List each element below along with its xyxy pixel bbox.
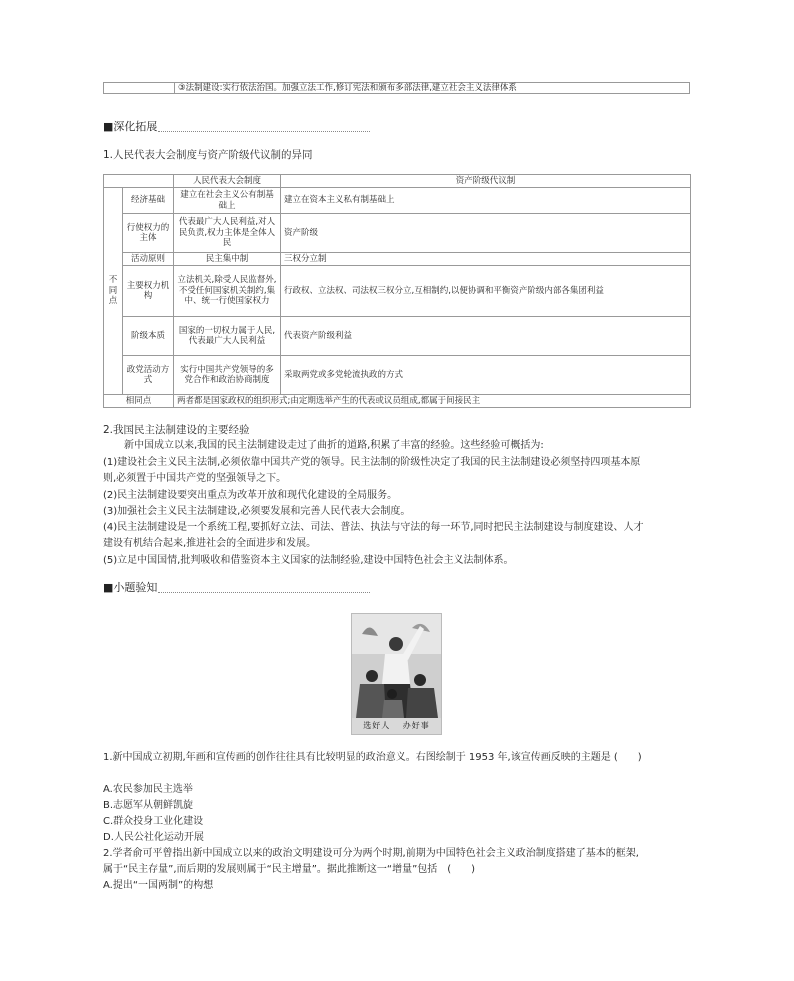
poster-caption: 选好人 办好事 xyxy=(363,721,430,730)
comparison-table xyxy=(103,174,691,408)
q2-option-a: A.提出“一国两制”的构想 xyxy=(103,880,214,891)
row-bourgeois: 行政权、立法权、司法权三权分立,互相制约,以便协调和平衡资产阶级内部各集团利益 xyxy=(281,266,691,317)
item2-intro: 新中国成立以来,我国的民主法制建设走过了曲折的道路,积累了丰富的经验。这些经验可概括为: xyxy=(124,440,544,451)
header-npc: 人民代表大会制度 xyxy=(174,175,281,188)
item2-title: 2.我国民主法制建设的主要经验 xyxy=(103,424,250,436)
section-title: ■深化拓展 xyxy=(103,120,158,133)
row-npc: 实行中国共产党领导的多党合作和政治协商制度 xyxy=(174,356,281,395)
row-label: 活动原则 xyxy=(123,253,174,266)
row-bourgeois: 三权分立制 xyxy=(281,253,691,266)
section-title: ■小题验知 xyxy=(103,581,158,594)
item2-point1-line1: (1)建设社会主义民主法制,必须依靠中国共产党的领导。民主法制的阶级性决定了我国的民主法制建设必须坚持四项基本原 xyxy=(103,457,641,468)
propaganda-poster-image xyxy=(351,613,442,735)
item1-title: 1.人民代表大会制度与资产阶级代议制的异同 xyxy=(103,149,313,161)
table-row xyxy=(104,356,691,395)
q1-stem: 1.新中国成立初期,年画和宣传画的创作往往具有比较明显的政治意义。右图绘制于 1953 年,该宣传画反映的主题是 ( ) xyxy=(103,752,642,763)
table-row xyxy=(104,253,691,266)
q1-option-d: D.人民公社化运动开展 xyxy=(103,832,204,843)
dotted-leader xyxy=(158,123,370,132)
row-npc: 国家的一切权力属于人民,代表最广大人民利益 xyxy=(174,317,281,356)
table-row-common xyxy=(104,395,691,408)
q2-stem-line2: 属于“民主存量”,而后期的发展则属于“民主增量”。据此推断这一“增量”包括 ( ) xyxy=(103,864,476,875)
q1-option-c: C.群众投身工业化建设 xyxy=(103,816,204,827)
q1-option-a: A.农民参加民主选举 xyxy=(103,784,193,795)
section-header-deepen xyxy=(103,120,370,134)
row-bourgeois: 资产阶级 xyxy=(281,214,691,253)
table-row xyxy=(104,188,691,214)
item2-point1-line2: 则,必须置于中国共产党的坚强领导之下。 xyxy=(103,473,287,484)
common-label: 相同点 xyxy=(104,395,174,408)
top-table-text: ③法制建设:实行依法治国。加强立法工作,修订宪法和颁布多部法律,建立社会主义法律体系 xyxy=(178,83,517,93)
item2-point4-line2: 建设有机结合起来,推进社会的全面进步和发展。 xyxy=(103,538,317,549)
row-npc: 立法机关,除受人民监督外,不受任何国家机关制约,集中、统一行使国家权力 xyxy=(174,266,281,317)
q1-option-b: B.志愿军从朝鲜凯旋 xyxy=(103,800,194,811)
row-label: 政党活动方式 xyxy=(123,356,174,395)
row-npc: 建立在社会主义公有制基础上 xyxy=(174,188,281,214)
row-npc: 民主集中制 xyxy=(174,253,281,266)
header-empty xyxy=(104,175,174,188)
table-header-row xyxy=(104,175,691,188)
table-row xyxy=(104,214,691,253)
section-header-quiz xyxy=(103,581,370,595)
item2-point4-line1: (4)民主法制建设是一个系统工程,要抓好立法、司法、普法、执法与守法的每一环节,同时把民主法制建设与制度建设、人才 xyxy=(103,522,644,533)
dotted-leader xyxy=(158,584,370,593)
top-table-row xyxy=(103,82,690,94)
poster-illustration xyxy=(352,614,441,718)
row-label: 行使权力的主体 xyxy=(123,214,174,253)
item2-point5: (5)立足中国国情,批判吸收和借鉴资本主义国家的法制经验,建设中国特色社会主义法制体系。 xyxy=(103,555,514,566)
row-label: 阶级本质 xyxy=(123,317,174,356)
item2-point3: (3)加强社会主义民主法制建设,必须要发展和完善人民代表大会制度。 xyxy=(103,506,411,517)
row-npc: 代表最广大人民利益,对人民负责,权力主体是全体人民 xyxy=(174,214,281,253)
row-bourgeois: 采取两党或多党轮流执政的方式 xyxy=(281,356,691,395)
table-row xyxy=(104,266,691,317)
common-text: 两者都是国家政权的组织形式;由定期选举产生的代表或议员组成,都属于间接民主 xyxy=(174,395,691,408)
row-label: 主要权力机构 xyxy=(123,266,174,317)
row-bourgeois: 代表资产阶级利益 xyxy=(281,317,691,356)
table-row xyxy=(104,317,691,356)
q2-stem-line1: 2.学者俞可平曾指出新中国成立以来的政治文明建设可分为两个时期,前期为中国特色社会主义政治制度搭建了基本的框架, xyxy=(103,848,639,859)
item2-point2: (2)民主法制建设要突出重点为改革开放和现代化建设的全局服务。 xyxy=(103,490,398,501)
group-label-differences: 不同点 xyxy=(104,188,123,395)
top-table-empty-cell xyxy=(104,83,175,93)
row-bourgeois: 建立在资本主义私有制基础上 xyxy=(281,188,691,214)
row-label: 经济基础 xyxy=(123,188,174,214)
header-bourgeois: 资产阶级代议制 xyxy=(281,175,691,188)
